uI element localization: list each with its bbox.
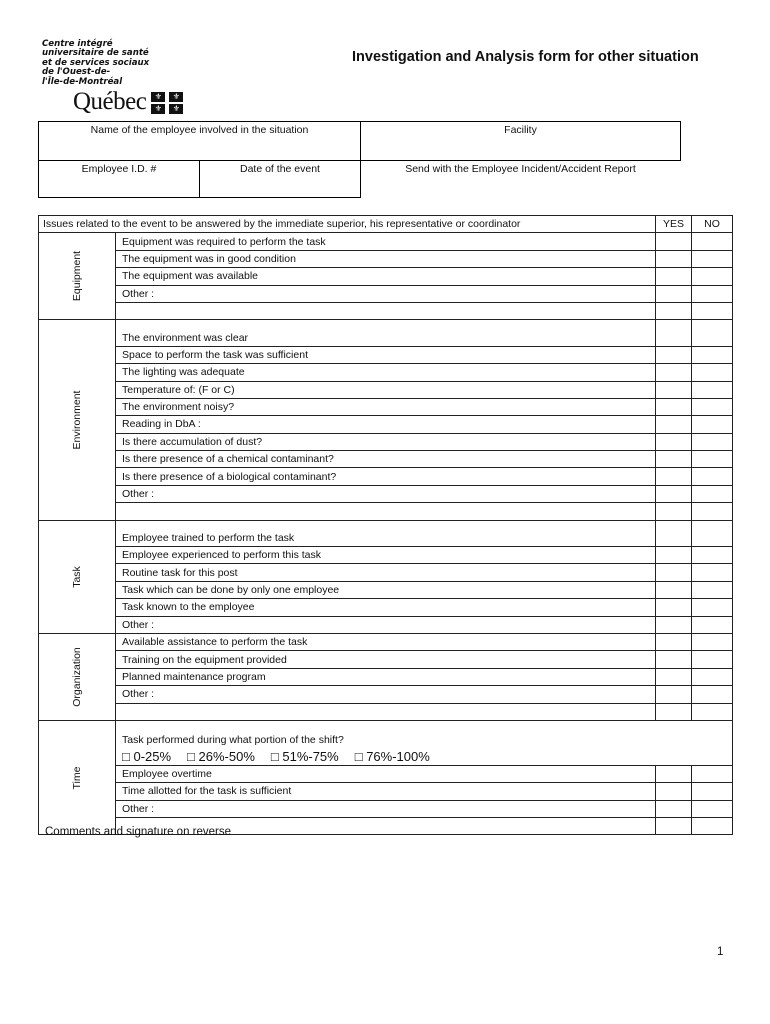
section-label-cell bbox=[39, 233, 116, 320]
yes-checkbox[interactable] bbox=[656, 520, 692, 546]
no-checkbox[interactable] bbox=[692, 783, 733, 800]
yes-checkbox[interactable] bbox=[656, 485, 692, 502]
send-with-label: Send with the Employee Incident/Accident Report bbox=[405, 163, 636, 175]
yes-checkbox[interactable] bbox=[656, 233, 692, 250]
yes-checkbox[interactable] bbox=[656, 703, 692, 720]
section-label-cell bbox=[39, 720, 116, 834]
no-checkbox[interactable] bbox=[692, 364, 733, 381]
org-line: et de services sociaux bbox=[42, 57, 150, 68]
yes-checkbox[interactable] bbox=[656, 285, 692, 302]
issue-label: Space to perform the task was sufficient bbox=[116, 346, 656, 363]
issue-label: The equipment was in good condition bbox=[116, 250, 656, 267]
shift-question-row bbox=[39, 720, 733, 748]
no-checkbox[interactable] bbox=[692, 800, 733, 817]
no-checkbox[interactable] bbox=[692, 668, 733, 685]
fleur-de-lis-flag-icon bbox=[151, 92, 183, 114]
no-checkbox[interactable] bbox=[692, 817, 733, 834]
no-checkbox[interactable] bbox=[692, 503, 733, 520]
no-checkbox[interactable] bbox=[692, 633, 733, 650]
no-checkbox[interactable] bbox=[692, 485, 733, 502]
no-checkbox[interactable] bbox=[692, 564, 733, 581]
list-item bbox=[39, 686, 733, 703]
no-checkbox[interactable] bbox=[692, 416, 733, 433]
event-date-field[interactable] bbox=[199, 160, 361, 198]
fleur-de-lis-icon: ⚜ bbox=[169, 104, 183, 114]
issue-label: Employee trained to perform the task bbox=[116, 520, 656, 546]
yes-checkbox[interactable] bbox=[656, 765, 692, 782]
yes-checkbox[interactable] bbox=[656, 250, 692, 267]
issue-label: Routine task for this post bbox=[116, 564, 656, 581]
shift-options bbox=[116, 748, 733, 765]
no-checkbox[interactable] bbox=[692, 381, 733, 398]
yes-checkbox[interactable] bbox=[656, 346, 692, 363]
issue-label: Time allotted for the task is sufficient bbox=[116, 783, 656, 800]
section-label: Task bbox=[71, 566, 83, 588]
section-label-cell bbox=[39, 320, 116, 520]
no-checkbox[interactable] bbox=[692, 268, 733, 285]
employee-info-header bbox=[38, 121, 681, 198]
investigation-table bbox=[38, 215, 733, 835]
list-item bbox=[39, 765, 733, 782]
issue-label bbox=[116, 302, 656, 319]
no-checkbox[interactable] bbox=[692, 616, 733, 633]
issue-label: Equipment was required to perform the task bbox=[116, 233, 656, 250]
list-item bbox=[39, 268, 733, 285]
no-checkbox[interactable] bbox=[692, 320, 733, 346]
employee-id-field[interactable] bbox=[38, 160, 200, 198]
list-item bbox=[39, 668, 733, 685]
employee-name-field[interactable] bbox=[38, 121, 361, 161]
list-item bbox=[39, 616, 733, 633]
list-item bbox=[39, 320, 733, 346]
issue-label bbox=[116, 703, 656, 720]
no-checkbox[interactable] bbox=[692, 233, 733, 250]
yes-checkbox[interactable] bbox=[656, 686, 692, 703]
issue-label bbox=[116, 503, 656, 520]
list-item bbox=[39, 398, 733, 415]
yes-checkbox[interactable] bbox=[656, 564, 692, 581]
shift-option-checkbox[interactable]: □ 0-25% bbox=[122, 748, 172, 764]
issue-label: Available assistance to perform the task bbox=[116, 633, 656, 650]
issue-label: Employee experienced to perform this task bbox=[116, 547, 656, 564]
shift-question: Task performed during what portion of the shift? bbox=[116, 720, 733, 748]
issue-label: Reading in DbA : bbox=[116, 416, 656, 433]
shift-options-row bbox=[39, 748, 733, 765]
yes-checkbox[interactable] bbox=[656, 668, 692, 685]
yes-header: YES bbox=[656, 216, 692, 233]
quebec-wordmark bbox=[73, 89, 183, 114]
issue-label: The lighting was adequate bbox=[116, 364, 656, 381]
yes-checkbox[interactable] bbox=[656, 468, 692, 485]
section-label: Time bbox=[71, 766, 83, 790]
issue-label: Training on the equipment provided bbox=[116, 651, 656, 668]
list-item bbox=[39, 633, 733, 650]
yes-checkbox[interactable] bbox=[656, 651, 692, 668]
list-item bbox=[39, 800, 733, 817]
section-label-cell bbox=[39, 633, 116, 720]
list-item bbox=[39, 451, 733, 468]
issue-label: Is there presence of a biological contaminant? bbox=[116, 468, 656, 485]
issue-label: Task known to the employee bbox=[116, 599, 656, 616]
no-checkbox[interactable] bbox=[692, 398, 733, 415]
list-item bbox=[39, 520, 733, 546]
yes-checkbox[interactable] bbox=[656, 433, 692, 450]
shift-option-checkbox[interactable]: □ 26%-50% bbox=[187, 748, 255, 764]
issue-label: Other : bbox=[116, 800, 656, 817]
organization-name bbox=[42, 40, 172, 87]
yes-checkbox[interactable] bbox=[656, 302, 692, 319]
no-checkbox[interactable] bbox=[692, 686, 733, 703]
yes-checkbox[interactable] bbox=[656, 599, 692, 616]
no-checkbox[interactable] bbox=[692, 433, 733, 450]
list-item bbox=[39, 233, 733, 250]
event-date-label: Date of the event bbox=[240, 163, 320, 175]
list-item bbox=[39, 302, 733, 319]
issue-label: Temperature of: (F or C) bbox=[116, 381, 656, 398]
employee-name-label: Name of the employee involved in the situation bbox=[90, 124, 309, 136]
fleur-de-lis-icon: ⚜ bbox=[169, 92, 183, 102]
no-checkbox[interactable] bbox=[692, 346, 733, 363]
org-line: universitaire de santé bbox=[42, 48, 149, 59]
section-label: Equipment bbox=[71, 251, 83, 302]
shift-option-checkbox[interactable]: □ 51%-75% bbox=[270, 748, 339, 764]
yes-checkbox[interactable] bbox=[656, 633, 692, 650]
fleur-de-lis-icon: ⚜ bbox=[151, 104, 165, 114]
yes-checkbox[interactable] bbox=[656, 503, 692, 520]
no-checkbox[interactable] bbox=[692, 581, 733, 598]
list-item bbox=[39, 547, 733, 564]
ciusss-logo bbox=[42, 39, 180, 115]
shift-option-checkbox[interactable]: □ 76%-100% bbox=[354, 748, 430, 764]
issue-label: The environment was clear bbox=[116, 320, 656, 346]
org-line: Centre intégré bbox=[42, 39, 113, 49]
comments-note: Comments and signature on reverse bbox=[45, 826, 232, 838]
list-item bbox=[39, 564, 733, 581]
no-checkbox[interactable] bbox=[692, 285, 733, 302]
issue-label: Is there presence of a chemical contaminant? bbox=[116, 451, 656, 468]
no-checkbox[interactable] bbox=[692, 765, 733, 782]
yes-checkbox[interactable] bbox=[656, 398, 692, 415]
yes-checkbox[interactable] bbox=[656, 616, 692, 633]
list-item bbox=[39, 285, 733, 302]
yes-checkbox[interactable] bbox=[656, 817, 692, 834]
list-item bbox=[39, 651, 733, 668]
list-item bbox=[39, 250, 733, 267]
yes-checkbox[interactable] bbox=[656, 364, 692, 381]
question-header: Issues related to the event to be answered by the immediate superior, his representative or coordinator bbox=[39, 216, 656, 233]
list-item bbox=[39, 381, 733, 398]
list-item bbox=[39, 468, 733, 485]
org-line: l'Île-de-Montréal bbox=[42, 76, 123, 87]
list-item bbox=[39, 599, 733, 616]
list-item bbox=[39, 346, 733, 363]
list-item bbox=[39, 485, 733, 502]
list-item bbox=[39, 433, 733, 450]
list-item bbox=[39, 581, 733, 598]
list-item bbox=[39, 783, 733, 800]
section-label-cell bbox=[39, 520, 116, 633]
list-item bbox=[39, 364, 733, 381]
issue-label: Planned maintenance program bbox=[116, 668, 656, 685]
employee-id-label: Employee I.D. # bbox=[81, 163, 157, 175]
issue-label: The equipment was available bbox=[116, 268, 656, 285]
facility-field[interactable] bbox=[360, 121, 681, 161]
yes-checkbox[interactable] bbox=[656, 320, 692, 346]
list-item bbox=[39, 703, 733, 720]
quebec-label: Québec bbox=[73, 88, 147, 115]
yes-checkbox[interactable] bbox=[656, 800, 692, 817]
yes-checkbox[interactable] bbox=[656, 268, 692, 285]
page-title: Investigation and Analysis form for other situation bbox=[352, 49, 699, 65]
issue-label: Is there accumulation of dust? bbox=[116, 433, 656, 450]
issue-label: The environment noisy? bbox=[116, 398, 656, 415]
issue-label: Employee overtime bbox=[116, 765, 656, 782]
yes-checkbox[interactable] bbox=[656, 381, 692, 398]
list-item bbox=[39, 416, 733, 433]
no-checkbox[interactable] bbox=[692, 703, 733, 720]
yes-checkbox[interactable] bbox=[656, 581, 692, 598]
issue-label: Other : bbox=[116, 485, 656, 502]
issue-label: Task which can be done by only one employee bbox=[116, 581, 656, 598]
yes-checkbox[interactable] bbox=[656, 451, 692, 468]
page-number: 1 bbox=[717, 946, 724, 958]
no-checkbox[interactable] bbox=[692, 651, 733, 668]
no-checkbox[interactable] bbox=[692, 547, 733, 564]
no-checkbox[interactable] bbox=[692, 520, 733, 546]
issue-label: Other : bbox=[116, 616, 656, 633]
org-line: de l'Ouest-de- bbox=[42, 67, 111, 78]
yes-checkbox[interactable] bbox=[656, 547, 692, 564]
list-item bbox=[39, 503, 733, 520]
issue-label: Other : bbox=[116, 686, 656, 703]
no-checkbox[interactable] bbox=[692, 302, 733, 319]
fleur-de-lis-icon: ⚜ bbox=[151, 92, 165, 102]
no-checkbox[interactable] bbox=[692, 599, 733, 616]
no-checkbox[interactable] bbox=[692, 250, 733, 267]
section-label: Organization bbox=[71, 647, 83, 707]
section-label: Environment bbox=[71, 390, 83, 450]
facility-label: Facility bbox=[504, 124, 537, 136]
table-header-row bbox=[39, 216, 733, 233]
no-checkbox[interactable] bbox=[692, 451, 733, 468]
issue-label: Other : bbox=[116, 285, 656, 302]
no-checkbox[interactable] bbox=[692, 468, 733, 485]
yes-checkbox[interactable] bbox=[656, 783, 692, 800]
yes-checkbox[interactable] bbox=[656, 416, 692, 433]
send-with-note bbox=[360, 160, 681, 198]
no-header: NO bbox=[692, 216, 733, 233]
